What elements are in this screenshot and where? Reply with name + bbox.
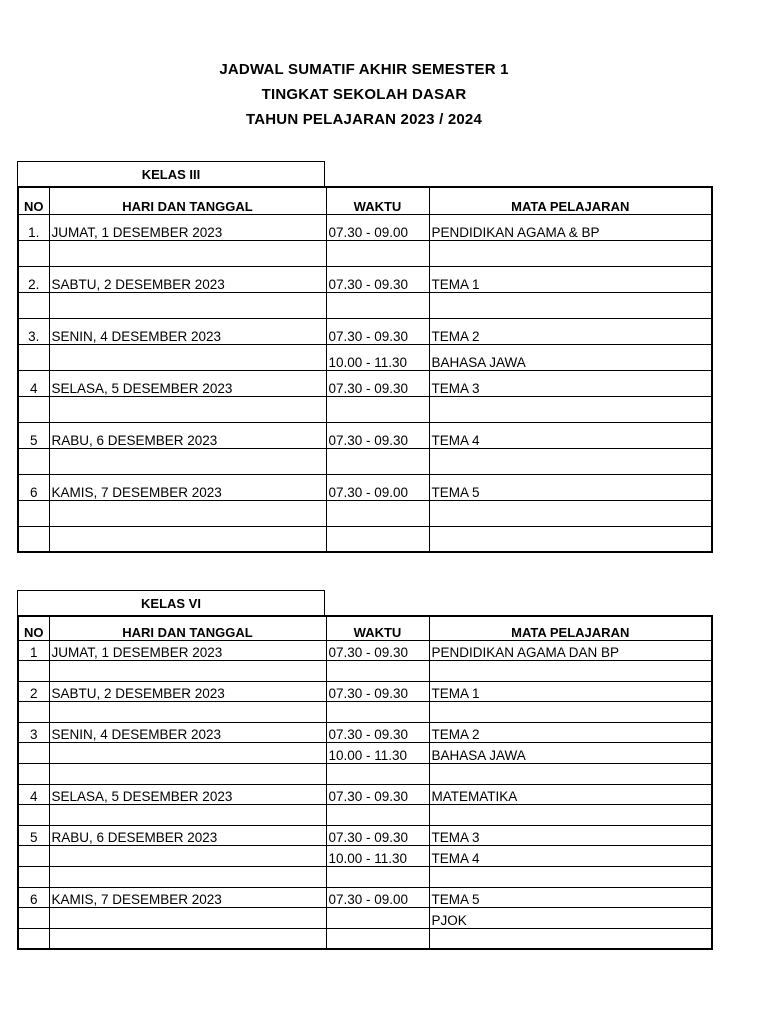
cell-mapel bbox=[429, 292, 712, 318]
cell-mapel bbox=[429, 867, 712, 888]
table-row bbox=[18, 887, 712, 908]
cell-mapel: PJOK bbox=[429, 908, 712, 929]
cell-hari: KAMIS, 7 DESEMBER 2023 bbox=[49, 887, 326, 908]
cell-hari: SABTU, 2 DESEMBER 2023 bbox=[49, 681, 326, 702]
cell-no bbox=[18, 500, 49, 526]
cell-mapel bbox=[429, 240, 712, 266]
table-row bbox=[18, 214, 712, 240]
cell-mapel: PENDIDIKAN AGAMA & BP bbox=[429, 214, 712, 240]
table-header-row bbox=[18, 187, 712, 214]
cell-hari: SENIN, 4 DESEMBER 2023 bbox=[49, 722, 326, 743]
table-row bbox=[18, 240, 712, 266]
cell-hari: SELASA, 5 DESEMBER 2023 bbox=[49, 370, 326, 396]
cell-mapel bbox=[429, 702, 712, 723]
cell-waktu: 07.30 - 09.30 bbox=[326, 681, 429, 702]
cell-no: 5 bbox=[18, 422, 49, 448]
table-row bbox=[18, 702, 712, 723]
cell-mapel: TEMA 5 bbox=[429, 887, 712, 908]
column-header-hari: HARI DAN TANGGAL bbox=[49, 616, 326, 640]
table-row bbox=[18, 661, 712, 682]
cell-mapel: BAHASA JAWA bbox=[429, 743, 712, 764]
cell-no bbox=[18, 908, 49, 929]
cell-no bbox=[18, 526, 49, 552]
cell-waktu bbox=[326, 396, 429, 422]
cell-mapel bbox=[429, 764, 712, 785]
kelas-iii-schedule-table bbox=[17, 186, 713, 553]
cell-mapel bbox=[429, 500, 712, 526]
cell-waktu bbox=[326, 805, 429, 826]
cell-no: 1. bbox=[18, 214, 49, 240]
cell-mapel bbox=[429, 805, 712, 826]
table-row bbox=[18, 867, 712, 888]
cell-mapel: TEMA 3 bbox=[429, 370, 712, 396]
cell-waktu: 10.00 - 11.30 bbox=[326, 743, 429, 764]
cell-waktu: 07.30 - 09.30 bbox=[326, 422, 429, 448]
cell-hari bbox=[49, 805, 326, 826]
cell-waktu: 07.30 - 09.30 bbox=[326, 318, 429, 344]
cell-hari bbox=[49, 396, 326, 422]
document-subtitle: TINGKAT SEKOLAH DASAR bbox=[261, 86, 467, 103]
table-row bbox=[18, 318, 712, 344]
cell-hari bbox=[49, 292, 326, 318]
cell-no: 4 bbox=[18, 370, 49, 396]
table-row bbox=[18, 266, 712, 292]
table-row bbox=[18, 846, 712, 867]
column-header-mapel: MATA PELAJARAN bbox=[429, 187, 712, 214]
table-row bbox=[18, 825, 712, 846]
cell-no: 2. bbox=[18, 266, 49, 292]
kelas-vi-label: KELAS VI bbox=[17, 590, 325, 615]
cell-hari bbox=[49, 764, 326, 785]
cell-mapel: TEMA 2 bbox=[429, 722, 712, 743]
cell-mapel: BAHASA JAWA bbox=[429, 344, 712, 370]
document-title: JADWAL SUMATIF AKHIR SEMESTER 1 bbox=[219, 61, 509, 78]
cell-waktu: 07.30 - 09.00 bbox=[326, 887, 429, 908]
table-row bbox=[18, 805, 712, 826]
kelas-vi-schedule-table bbox=[17, 615, 713, 950]
cell-mapel: TEMA 5 bbox=[429, 474, 712, 500]
cell-no: 4 bbox=[18, 784, 49, 805]
table-row bbox=[18, 928, 712, 949]
table-row bbox=[18, 370, 712, 396]
cell-hari bbox=[49, 448, 326, 474]
column-header-waktu: WAKTU bbox=[326, 187, 429, 214]
cell-mapel bbox=[429, 661, 712, 682]
cell-no bbox=[18, 928, 49, 949]
cell-hari: JUMAT, 1 DESEMBER 2023 bbox=[49, 640, 326, 661]
cell-hari bbox=[49, 526, 326, 552]
cell-waktu bbox=[326, 448, 429, 474]
cell-mapel: TEMA 2 bbox=[429, 318, 712, 344]
cell-hari bbox=[49, 661, 326, 682]
cell-no: 3. bbox=[18, 318, 49, 344]
cell-no: 6 bbox=[18, 887, 49, 908]
cell-no bbox=[18, 846, 49, 867]
table-row bbox=[18, 908, 712, 929]
table-row bbox=[18, 500, 712, 526]
column-header-no: NO bbox=[18, 187, 49, 214]
cell-no bbox=[18, 240, 49, 266]
cell-hari: SABTU, 2 DESEMBER 2023 bbox=[49, 266, 326, 292]
cell-no bbox=[18, 448, 49, 474]
cell-waktu bbox=[326, 292, 429, 318]
table-row bbox=[18, 640, 712, 661]
column-header-waktu: WAKTU bbox=[326, 616, 429, 640]
table-row bbox=[18, 681, 712, 702]
cell-hari bbox=[49, 846, 326, 867]
cell-no bbox=[18, 805, 49, 826]
cell-waktu bbox=[326, 928, 429, 949]
cell-no bbox=[18, 344, 49, 370]
cell-waktu: 07.30 - 09.00 bbox=[326, 214, 429, 240]
cell-hari: RABU, 6 DESEMBER 2023 bbox=[49, 825, 326, 846]
cell-hari bbox=[49, 928, 326, 949]
cell-hari bbox=[49, 702, 326, 723]
cell-hari bbox=[49, 867, 326, 888]
cell-hari: SELASA, 5 DESEMBER 2023 bbox=[49, 784, 326, 805]
cell-waktu bbox=[326, 526, 429, 552]
cell-mapel bbox=[429, 928, 712, 949]
cell-mapel bbox=[429, 396, 712, 422]
cell-mapel bbox=[429, 526, 712, 552]
table-row bbox=[18, 722, 712, 743]
table-row bbox=[18, 784, 712, 805]
cell-waktu: 07.30 - 09.30 bbox=[326, 825, 429, 846]
table-row bbox=[18, 743, 712, 764]
cell-no: 5 bbox=[18, 825, 49, 846]
table-row bbox=[18, 292, 712, 318]
cell-waktu bbox=[326, 500, 429, 526]
cell-waktu: 07.30 - 09.30 bbox=[326, 370, 429, 396]
cell-waktu bbox=[326, 702, 429, 723]
cell-no: 1 bbox=[18, 640, 49, 661]
cell-hari bbox=[49, 500, 326, 526]
cell-waktu bbox=[326, 764, 429, 785]
kelas-iii-label: KELAS III bbox=[17, 161, 325, 186]
cell-waktu bbox=[326, 867, 429, 888]
cell-waktu: 07.30 - 09.30 bbox=[326, 640, 429, 661]
cell-hari bbox=[49, 908, 326, 929]
cell-mapel: PENDIDIKAN AGAMA DAN BP bbox=[429, 640, 712, 661]
cell-hari: SENIN, 4 DESEMBER 2023 bbox=[49, 318, 326, 344]
cell-mapel: TEMA 4 bbox=[429, 422, 712, 448]
cell-no: 3 bbox=[18, 722, 49, 743]
cell-waktu: 07.30 - 09.00 bbox=[326, 474, 429, 500]
cell-hari: KAMIS, 7 DESEMBER 2023 bbox=[49, 474, 326, 500]
cell-waktu: 10.00 - 11.30 bbox=[326, 344, 429, 370]
cell-mapel: TEMA 1 bbox=[429, 681, 712, 702]
cell-hari: RABU, 6 DESEMBER 2023 bbox=[49, 422, 326, 448]
cell-mapel: TEMA 1 bbox=[429, 266, 712, 292]
cell-hari: JUMAT, 1 DESEMBER 2023 bbox=[49, 214, 326, 240]
table-row bbox=[18, 344, 712, 370]
cell-hari bbox=[49, 344, 326, 370]
cell-no bbox=[18, 661, 49, 682]
cell-no bbox=[18, 396, 49, 422]
cell-waktu: 10.00 - 11.30 bbox=[326, 846, 429, 867]
cell-mapel: TEMA 4 bbox=[429, 846, 712, 867]
column-header-hari: HARI DAN TANGGAL bbox=[49, 187, 326, 214]
cell-waktu bbox=[326, 661, 429, 682]
cell-no bbox=[18, 867, 49, 888]
column-header-no: NO bbox=[18, 616, 49, 640]
cell-no: 6 bbox=[18, 474, 49, 500]
table-row bbox=[18, 422, 712, 448]
cell-mapel bbox=[429, 448, 712, 474]
document-year: TAHUN PELAJARAN 2023 / 2024 bbox=[245, 111, 483, 128]
cell-hari bbox=[49, 240, 326, 266]
cell-waktu bbox=[326, 240, 429, 266]
table-header-row bbox=[18, 616, 712, 640]
cell-waktu bbox=[326, 908, 429, 929]
cell-no bbox=[18, 702, 49, 723]
cell-mapel: MATEMATIKA bbox=[429, 784, 712, 805]
cell-waktu: 07.30 - 09.30 bbox=[326, 784, 429, 805]
cell-no bbox=[18, 292, 49, 318]
table-row bbox=[18, 396, 712, 422]
column-header-mapel: MATA PELAJARAN bbox=[429, 616, 712, 640]
cell-waktu: 07.30 - 09.30 bbox=[326, 722, 429, 743]
table-row bbox=[18, 448, 712, 474]
cell-waktu: 07.30 - 09.30 bbox=[326, 266, 429, 292]
cell-no bbox=[18, 764, 49, 785]
table-row bbox=[18, 764, 712, 785]
cell-no: 2 bbox=[18, 681, 49, 702]
cell-hari bbox=[49, 743, 326, 764]
cell-mapel: TEMA 3 bbox=[429, 825, 712, 846]
table-row bbox=[18, 526, 712, 552]
table-row bbox=[18, 474, 712, 500]
cell-no bbox=[18, 743, 49, 764]
